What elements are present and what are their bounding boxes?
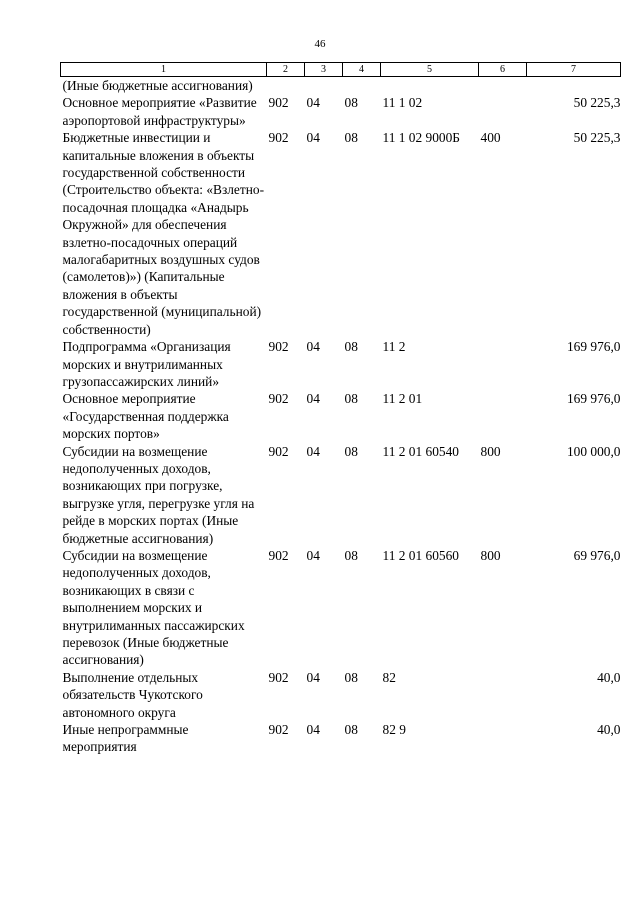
- table-body: [61, 77, 621, 756]
- row-ministry-code: [267, 77, 305, 95]
- row-target-code: 11 2: [382, 339, 406, 355]
- row-subsection-code: 08: [344, 391, 358, 407]
- row-target-code: 11 1 02 9000Б: [382, 130, 460, 146]
- header-col-3: 3: [305, 63, 343, 77]
- row-section-code: 04: [306, 391, 320, 407]
- table-row: [61, 94, 621, 129]
- row-ministry-code: 902: [268, 443, 289, 459]
- row-expense-type: [479, 390, 527, 442]
- row-ministry-code: 902: [268, 391, 289, 407]
- row-amount: [527, 77, 621, 95]
- row-expense-type: [479, 721, 527, 756]
- row-section-code: 04: [306, 130, 320, 146]
- row-expense-type: [479, 338, 527, 390]
- header-col-1: 1: [61, 63, 267, 77]
- table-row: [61, 129, 621, 338]
- header-col-6: 6: [479, 63, 527, 77]
- row-name: Выполнение отдельных обязательств Чукотского автономного округа: [62, 669, 203, 720]
- row-target-code: 82: [382, 669, 396, 685]
- row-name: Субсидии на возмещение недополученных доходов, возникающих при погрузке, выгрузке угля, перегрузке угля на рейде в морских портах (Иные бюджетные ассигнования): [62, 443, 255, 546]
- row-target-code: 11 2 01 60560: [382, 547, 459, 563]
- row-name: Субсидии на возмещение недополученных доходов, возникающих в связи с выполнением морских и внутрилиманных пассажирских перевозок (Иные бюджетные ассигнования): [62, 547, 245, 668]
- row-section-code: 04: [306, 722, 320, 738]
- table-header: [61, 63, 621, 77]
- row-expense-type: 800: [480, 443, 501, 459]
- row-expense-type: [479, 94, 527, 129]
- row-target-code: [381, 77, 479, 95]
- header-col-2: 2: [267, 63, 305, 77]
- row-name: Иные непрограммные мероприятия: [62, 722, 189, 755]
- row-amount: 40,0: [597, 669, 621, 685]
- row-name: Бюджетные инвестиции и капитальные вложения в объекты государственной собственности (Строительство объекта: «Взлетно-посадочная площадка «Анадырь Окружной» для обеспечения взлетно-посадочных операций малогабаритных воздушных судов (самолетов)») (Капитальные вложения в объекты государственной (муниципальной) собственности): [62, 130, 265, 337]
- row-subsection-code: [343, 77, 381, 95]
- header-col-4: 4: [343, 63, 381, 77]
- row-ministry-code: 902: [268, 95, 289, 111]
- row-expense-type: 400: [480, 130, 501, 146]
- table-row: [61, 669, 621, 721]
- row-target-code: 11 2 01: [382, 391, 423, 407]
- row-subsection-code: 08: [344, 130, 358, 146]
- row-expense-type: [479, 669, 527, 721]
- row-section-code: [305, 77, 343, 95]
- table-row: [61, 721, 621, 756]
- row-target-code: 82 9: [382, 722, 406, 738]
- row-section-code: 04: [306, 95, 320, 111]
- row-subsection-code: 08: [344, 669, 358, 685]
- row-subsection-code: 08: [344, 95, 358, 111]
- row-ministry-code: 902: [268, 130, 289, 146]
- header-col-5: 5: [381, 63, 479, 77]
- row-amount: 100 000,0: [566, 443, 621, 459]
- table-row: [61, 443, 621, 547]
- table-row: [61, 77, 621, 95]
- row-name: Подпрограмма «Организация морских и внутрилиманных грузопассажирских линий»: [62, 339, 231, 389]
- row-ministry-code: 902: [268, 722, 289, 738]
- row-ministry-code: 902: [268, 669, 289, 685]
- row-ministry-code: 902: [268, 339, 289, 355]
- row-section-code: 04: [306, 547, 320, 563]
- table-row: [61, 338, 621, 390]
- row-amount: 169 976,0: [566, 339, 621, 355]
- row-amount: 69 976,0: [573, 547, 621, 563]
- row-name: Основное мероприятие «Государственная поддержка морских портов»: [62, 391, 229, 442]
- row-section-code: 04: [306, 443, 320, 459]
- row-expense-type: 800: [480, 547, 501, 563]
- row-section-code: 04: [306, 339, 320, 355]
- row-subsection-code: 08: [344, 339, 358, 355]
- row-amount: 40,0: [597, 722, 621, 738]
- row-name: (Иные бюджетные ассигнования): [62, 78, 253, 93]
- row-amount: 50 225,3: [573, 130, 621, 146]
- row-expense-type: [479, 77, 527, 95]
- table-row: [61, 390, 621, 442]
- row-subsection-code: 08: [344, 722, 358, 738]
- row-target-code: 11 2 01 60540: [382, 443, 459, 459]
- row-section-code: 04: [306, 669, 320, 685]
- row-subsection-code: 08: [344, 547, 358, 563]
- header-col-7: 7: [527, 63, 621, 77]
- table-row: [61, 547, 621, 669]
- row-target-code: 11 1 02: [382, 95, 423, 111]
- row-subsection-code: 08: [344, 443, 358, 459]
- row-amount: 50 225,3: [573, 95, 621, 111]
- row-name: Основное мероприятие «Развитие аэропортовой инфраструктуры»: [62, 95, 257, 128]
- row-amount: 169 976,0: [566, 391, 621, 407]
- page-number: 46: [314, 38, 326, 50]
- row-ministry-code: 902: [268, 547, 289, 563]
- budget-table: [60, 62, 621, 756]
